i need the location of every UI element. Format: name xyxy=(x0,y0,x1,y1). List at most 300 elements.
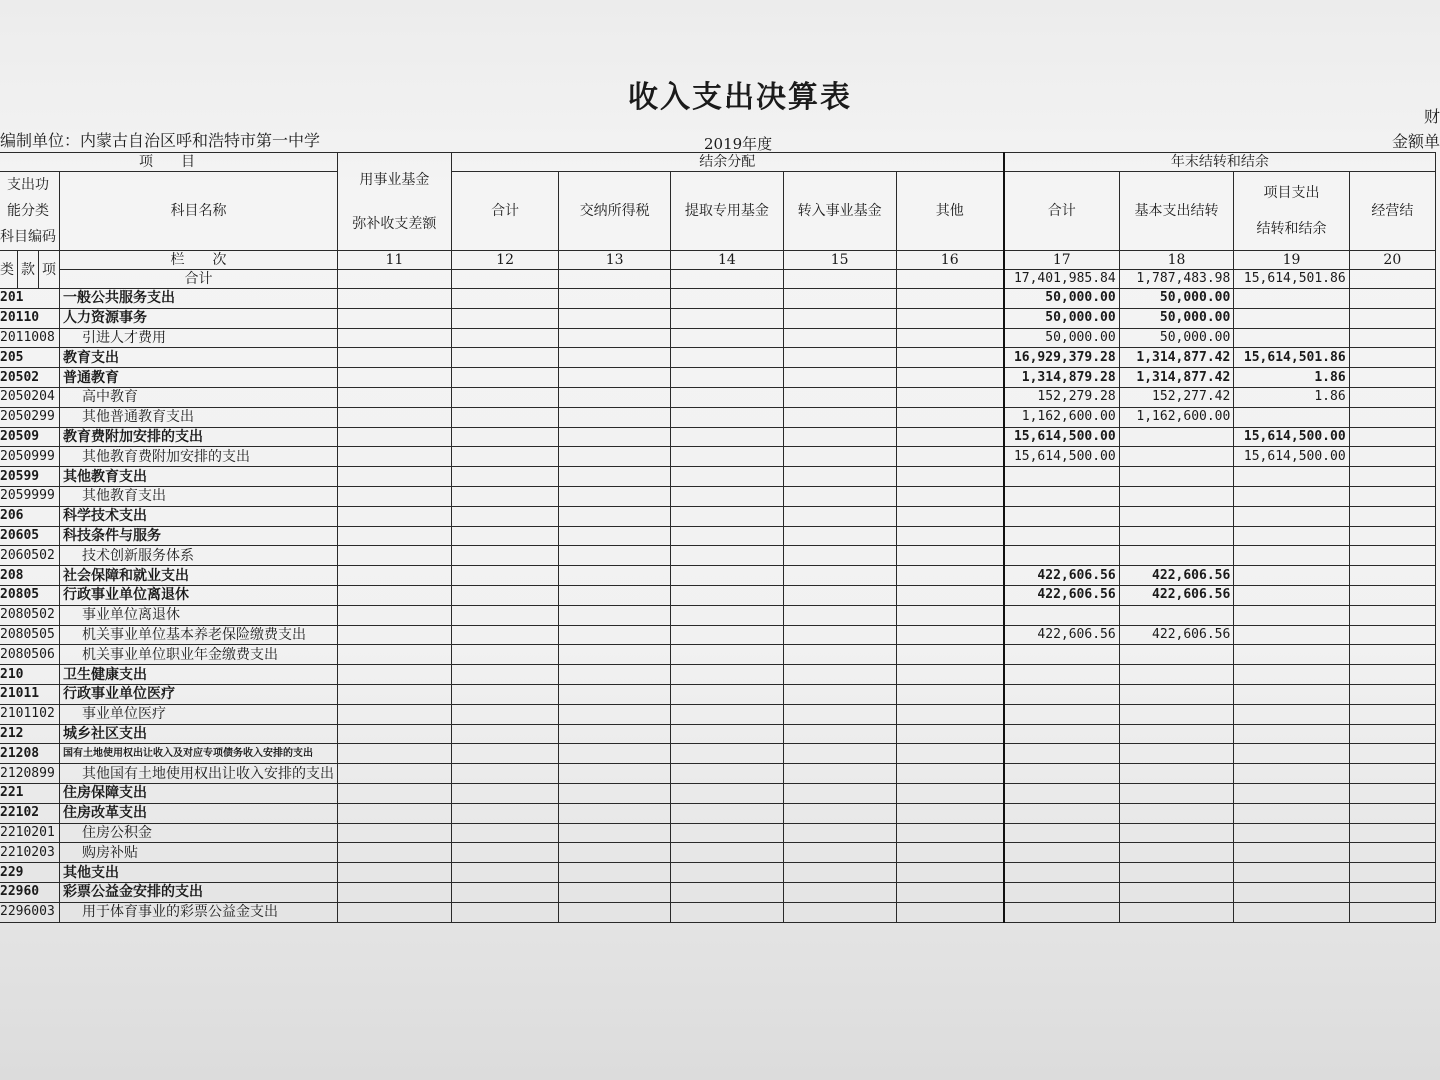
value-c19 xyxy=(1234,526,1349,546)
value-c19 xyxy=(1234,308,1349,328)
cell xyxy=(559,526,671,546)
table-row xyxy=(0,526,1436,546)
subject-code: 2060502 xyxy=(0,546,60,566)
cell xyxy=(783,823,896,843)
cell xyxy=(896,744,1004,764)
value-c18 xyxy=(1119,645,1234,665)
value-c18: 422,606.56 xyxy=(1119,625,1234,645)
cell xyxy=(451,289,559,309)
cell xyxy=(1349,665,1435,685)
value-c17: 422,606.56 xyxy=(1004,625,1119,645)
table-row xyxy=(0,328,1436,348)
value-c19 xyxy=(1234,863,1349,883)
cell xyxy=(559,546,671,566)
cell xyxy=(451,843,559,863)
cell xyxy=(896,546,1004,566)
cell xyxy=(338,704,452,724)
cell xyxy=(670,566,783,586)
cell xyxy=(1349,823,1435,843)
cell xyxy=(559,308,671,328)
cell xyxy=(559,704,671,724)
table-row xyxy=(0,605,1436,625)
subject-name: 科技条件与服务 xyxy=(60,526,338,546)
value-c18 xyxy=(1119,526,1234,546)
cell xyxy=(670,328,783,348)
cell xyxy=(338,348,452,368)
value-c17 xyxy=(1004,486,1119,506)
cell xyxy=(451,783,559,803)
value-c18 xyxy=(1119,665,1234,685)
cell xyxy=(338,585,452,605)
cell xyxy=(451,882,559,902)
cell xyxy=(783,270,896,289)
cell xyxy=(1349,368,1435,388)
cell xyxy=(670,486,783,506)
cell xyxy=(670,882,783,902)
cell xyxy=(451,645,559,665)
header-row-lanci xyxy=(0,251,1436,270)
value-c18 xyxy=(1119,546,1234,566)
table-row xyxy=(0,387,1436,407)
project-line1: 项目支出 xyxy=(1263,185,1320,201)
cell xyxy=(670,368,783,388)
cell xyxy=(451,486,559,506)
cell xyxy=(338,506,452,526)
cell xyxy=(451,427,559,447)
cell xyxy=(896,348,1004,368)
cell xyxy=(670,645,783,665)
col-number: 12 xyxy=(451,251,559,270)
subject-name: 技术创新服务体系 xyxy=(60,546,338,566)
value-c19 xyxy=(1234,803,1349,823)
header-transfer-fund: 转入事业基金 xyxy=(783,172,896,251)
cell xyxy=(451,506,559,526)
cell xyxy=(559,486,671,506)
cell xyxy=(783,486,896,506)
cell xyxy=(896,328,1004,348)
subject-name: 行政事业单位离退休 xyxy=(60,585,338,605)
header-func-code xyxy=(0,172,60,251)
cell xyxy=(1349,566,1435,586)
org-name: 内蒙古自治区呼和浩特市第一中学 xyxy=(80,131,321,150)
cell xyxy=(559,625,671,645)
header-year-end: 年末结转和结余 xyxy=(1004,153,1436,172)
total-c18: 1,787,483.98 xyxy=(1119,270,1234,289)
table-row xyxy=(0,566,1436,586)
cell xyxy=(559,368,671,388)
subject-code: 221 xyxy=(0,783,60,803)
subject-name: 高中教育 xyxy=(60,387,338,407)
subject-code: 201 xyxy=(0,289,60,309)
cell xyxy=(1349,902,1435,922)
value-c19 xyxy=(1234,605,1349,625)
subject-name: 普通教育 xyxy=(60,368,338,388)
cell xyxy=(783,882,896,902)
cell xyxy=(670,783,783,803)
cell xyxy=(559,387,671,407)
table-row xyxy=(0,407,1436,427)
header-fund-cover xyxy=(338,153,452,251)
value-c19 xyxy=(1234,328,1349,348)
cell xyxy=(451,526,559,546)
value-c18 xyxy=(1119,506,1234,526)
value-c19: 15,614,501.86 xyxy=(1234,348,1349,368)
cell xyxy=(670,704,783,724)
value-c17 xyxy=(1004,506,1119,526)
value-c19 xyxy=(1234,902,1349,922)
col-number: 20 xyxy=(1349,251,1435,270)
cell xyxy=(896,882,1004,902)
subject-name: 社会保障和就业支出 xyxy=(60,566,338,586)
col-number: 17 xyxy=(1004,251,1119,270)
cell xyxy=(338,744,452,764)
value-c17 xyxy=(1004,526,1119,546)
cell xyxy=(783,843,896,863)
func-code-line1: 支出功 xyxy=(7,177,49,193)
value-c19 xyxy=(1234,486,1349,506)
cell xyxy=(783,289,896,309)
cell xyxy=(896,566,1004,586)
table-row xyxy=(0,546,1436,566)
cell xyxy=(670,407,783,427)
cell xyxy=(559,665,671,685)
value-c19: 15,614,500.00 xyxy=(1234,427,1349,447)
subject-code: 2011008 xyxy=(0,328,60,348)
table-row xyxy=(0,447,1436,467)
value-c17 xyxy=(1004,724,1119,744)
cell xyxy=(670,447,783,467)
header-lei: 类 xyxy=(0,251,18,289)
cell xyxy=(1349,863,1435,883)
header-item: 项 目 xyxy=(0,153,338,172)
value-c18 xyxy=(1119,803,1234,823)
subject-code: 2210203 xyxy=(0,843,60,863)
value-c17 xyxy=(1004,605,1119,625)
cell xyxy=(1349,328,1435,348)
cell xyxy=(783,764,896,784)
cell xyxy=(783,863,896,883)
value-c17 xyxy=(1004,843,1119,863)
header-operating: 经营结 xyxy=(1349,172,1435,251)
value-c18 xyxy=(1119,486,1234,506)
total-c17: 17,401,985.84 xyxy=(1004,270,1119,289)
value-c19 xyxy=(1234,585,1349,605)
cell xyxy=(670,387,783,407)
cell xyxy=(783,427,896,447)
cell xyxy=(1349,704,1435,724)
cell xyxy=(338,764,452,784)
cell xyxy=(559,566,671,586)
value-c18: 1,314,877.42 xyxy=(1119,368,1234,388)
org-label: 编制单位： xyxy=(0,131,81,150)
cell xyxy=(338,605,452,625)
subject-name: 用于体育事业的彩票公益金支出 xyxy=(60,902,338,922)
fund-cover-line2: 弥补收支差额 xyxy=(352,215,437,232)
value-c19 xyxy=(1234,783,1349,803)
cell xyxy=(559,427,671,447)
value-c19: 1.86 xyxy=(1234,387,1349,407)
value-c18 xyxy=(1119,605,1234,625)
cell xyxy=(338,328,452,348)
col-number: 15 xyxy=(783,251,896,270)
value-c17: 50,000.00 xyxy=(1004,289,1119,309)
cell xyxy=(451,625,559,645)
cell xyxy=(559,407,671,427)
table-row xyxy=(0,863,1436,883)
cell xyxy=(451,724,559,744)
cell xyxy=(338,684,452,704)
subject-name: 事业单位医疗 xyxy=(60,704,338,724)
table-row xyxy=(0,506,1436,526)
table-row xyxy=(0,289,1436,309)
value-c17 xyxy=(1004,744,1119,764)
cell xyxy=(670,467,783,487)
cell xyxy=(896,407,1004,427)
cell xyxy=(451,823,559,843)
cell xyxy=(559,506,671,526)
cell xyxy=(451,348,559,368)
cell xyxy=(783,387,896,407)
cell xyxy=(451,447,559,467)
subject-code: 2050204 xyxy=(0,387,60,407)
subject-code: 20502 xyxy=(0,368,60,388)
cell xyxy=(1349,427,1435,447)
header-lanci: 栏 次 xyxy=(60,251,338,270)
cell xyxy=(1349,803,1435,823)
cell xyxy=(670,270,783,289)
col-number: 11 xyxy=(338,251,452,270)
cell xyxy=(670,289,783,309)
cell xyxy=(783,605,896,625)
value-c18 xyxy=(1119,704,1234,724)
cell xyxy=(559,764,671,784)
cell xyxy=(896,368,1004,388)
value-c19 xyxy=(1234,566,1349,586)
cell xyxy=(338,387,452,407)
project-line2: 结转和结余 xyxy=(1256,221,1327,237)
subject-name: 教育支出 xyxy=(60,348,338,368)
cell xyxy=(670,625,783,645)
subject-name: 彩票公益金安排的支出 xyxy=(60,882,338,902)
cell xyxy=(783,665,896,685)
cell xyxy=(559,863,671,883)
func-code-line3: 科目编码 xyxy=(0,229,56,245)
subject-name: 行政事业单位医疗 xyxy=(60,684,338,704)
cell xyxy=(783,585,896,605)
value-c17 xyxy=(1004,546,1119,566)
cell xyxy=(896,704,1004,724)
value-c18 xyxy=(1119,783,1234,803)
cell xyxy=(1349,526,1435,546)
total-row xyxy=(0,270,1436,289)
value-c17: 1,162,600.00 xyxy=(1004,407,1119,427)
cell xyxy=(896,665,1004,685)
cell xyxy=(451,566,559,586)
table-row xyxy=(0,665,1436,685)
cell xyxy=(451,328,559,348)
cell xyxy=(896,823,1004,843)
value-c17: 422,606.56 xyxy=(1004,566,1119,586)
cell xyxy=(1349,605,1435,625)
cell xyxy=(559,724,671,744)
value-c18 xyxy=(1119,467,1234,487)
header-dist-total: 合计 xyxy=(451,172,559,251)
cell xyxy=(670,546,783,566)
cell xyxy=(670,665,783,685)
cell xyxy=(783,684,896,704)
value-c19: 15,614,500.00 xyxy=(1234,447,1349,467)
cell xyxy=(559,882,671,902)
header-basic-carry: 基本支出结转 xyxy=(1119,172,1234,251)
cell xyxy=(338,270,452,289)
cell xyxy=(338,803,452,823)
value-c18: 422,606.56 xyxy=(1119,585,1234,605)
cell xyxy=(783,783,896,803)
subject-name: 其他国有土地使用权出让收入安排的支出 xyxy=(60,764,338,784)
table-row xyxy=(0,585,1436,605)
value-c19: 1.86 xyxy=(1234,368,1349,388)
cell xyxy=(783,546,896,566)
cell xyxy=(451,665,559,685)
cell xyxy=(783,308,896,328)
cell xyxy=(896,585,1004,605)
cell xyxy=(670,724,783,744)
value-c19 xyxy=(1234,843,1349,863)
cell xyxy=(451,467,559,487)
cell xyxy=(338,308,452,328)
table-row xyxy=(0,368,1436,388)
cell xyxy=(1349,308,1435,328)
amount-unit: 金额单 xyxy=(1391,132,1440,151)
value-c17 xyxy=(1004,882,1119,902)
value-c19 xyxy=(1234,289,1349,309)
value-c19 xyxy=(1234,625,1349,645)
cell xyxy=(559,467,671,487)
cell xyxy=(1349,684,1435,704)
cell xyxy=(670,585,783,605)
value-c19 xyxy=(1234,665,1349,685)
table-row xyxy=(0,625,1436,645)
cell xyxy=(559,270,671,289)
subject-name: 住房公积金 xyxy=(60,823,338,843)
subject-code: 2050299 xyxy=(0,407,60,427)
header-subject-name: 科目名称 xyxy=(60,172,338,251)
header-project xyxy=(1234,172,1349,251)
cell xyxy=(451,803,559,823)
cell xyxy=(896,427,1004,447)
value-c19 xyxy=(1234,546,1349,566)
subject-name: 引进人才费用 xyxy=(60,328,338,348)
col-number: 14 xyxy=(670,251,783,270)
value-c19 xyxy=(1234,467,1349,487)
cell xyxy=(338,783,452,803)
subject-code: 206 xyxy=(0,506,60,526)
value-c17: 422,606.56 xyxy=(1004,585,1119,605)
table-row xyxy=(0,783,1436,803)
settlement-table xyxy=(0,152,1436,923)
cell xyxy=(559,585,671,605)
value-c17: 50,000.00 xyxy=(1004,328,1119,348)
cell xyxy=(559,289,671,309)
cell xyxy=(783,744,896,764)
cell xyxy=(670,308,783,328)
cell xyxy=(338,863,452,883)
cell xyxy=(1349,744,1435,764)
subject-name: 教育费附加安排的支出 xyxy=(60,427,338,447)
header-other: 其他 xyxy=(896,172,1004,251)
cell xyxy=(670,803,783,823)
cell xyxy=(896,308,1004,328)
cell xyxy=(338,724,452,744)
cell xyxy=(338,368,452,388)
cell xyxy=(896,289,1004,309)
subject-name: 住房保障支出 xyxy=(60,783,338,803)
value-c17 xyxy=(1004,467,1119,487)
cell xyxy=(896,863,1004,883)
cell xyxy=(559,843,671,863)
cell xyxy=(451,387,559,407)
value-c18: 422,606.56 xyxy=(1119,566,1234,586)
subject-code: 2080505 xyxy=(0,625,60,645)
cell xyxy=(896,902,1004,922)
cell xyxy=(451,407,559,427)
table-row xyxy=(0,843,1436,863)
value-c18 xyxy=(1119,744,1234,764)
cell xyxy=(559,447,671,467)
subject-code: 20605 xyxy=(0,526,60,546)
cell xyxy=(783,447,896,467)
value-c19 xyxy=(1234,823,1349,843)
cell xyxy=(451,684,559,704)
cell xyxy=(783,368,896,388)
cell xyxy=(896,625,1004,645)
cell xyxy=(451,704,559,724)
table-row xyxy=(0,645,1436,665)
cell xyxy=(451,585,559,605)
cell xyxy=(670,348,783,368)
value-c18: 50,000.00 xyxy=(1119,289,1234,309)
cell xyxy=(1349,764,1435,784)
subject-name: 人力资源事务 xyxy=(60,308,338,328)
table-row xyxy=(0,882,1436,902)
corner-label: 财 xyxy=(1423,107,1440,126)
cell xyxy=(896,506,1004,526)
subject-name: 住房改革支出 xyxy=(60,803,338,823)
subject-name: 国有土地使用权出让收入及对应专项债务收入安排的支出 xyxy=(60,744,338,764)
cell xyxy=(1349,289,1435,309)
value-c19 xyxy=(1234,882,1349,902)
table-row xyxy=(0,823,1436,843)
cell xyxy=(451,764,559,784)
cell xyxy=(896,645,1004,665)
cell xyxy=(451,308,559,328)
value-c19 xyxy=(1234,645,1349,665)
table-row xyxy=(0,348,1436,368)
total-label: 合计 xyxy=(60,270,338,289)
subject-code: 229 xyxy=(0,863,60,883)
value-c18 xyxy=(1119,863,1234,883)
subject-name: 其他教育费附加安排的支出 xyxy=(60,447,338,467)
value-c17 xyxy=(1004,902,1119,922)
value-c17 xyxy=(1004,823,1119,843)
subject-name: 其他教育支出 xyxy=(60,467,338,487)
cell xyxy=(559,684,671,704)
cell xyxy=(338,882,452,902)
value-c17: 15,614,500.00 xyxy=(1004,427,1119,447)
table-row xyxy=(0,724,1436,744)
value-c17 xyxy=(1004,704,1119,724)
cell xyxy=(670,843,783,863)
